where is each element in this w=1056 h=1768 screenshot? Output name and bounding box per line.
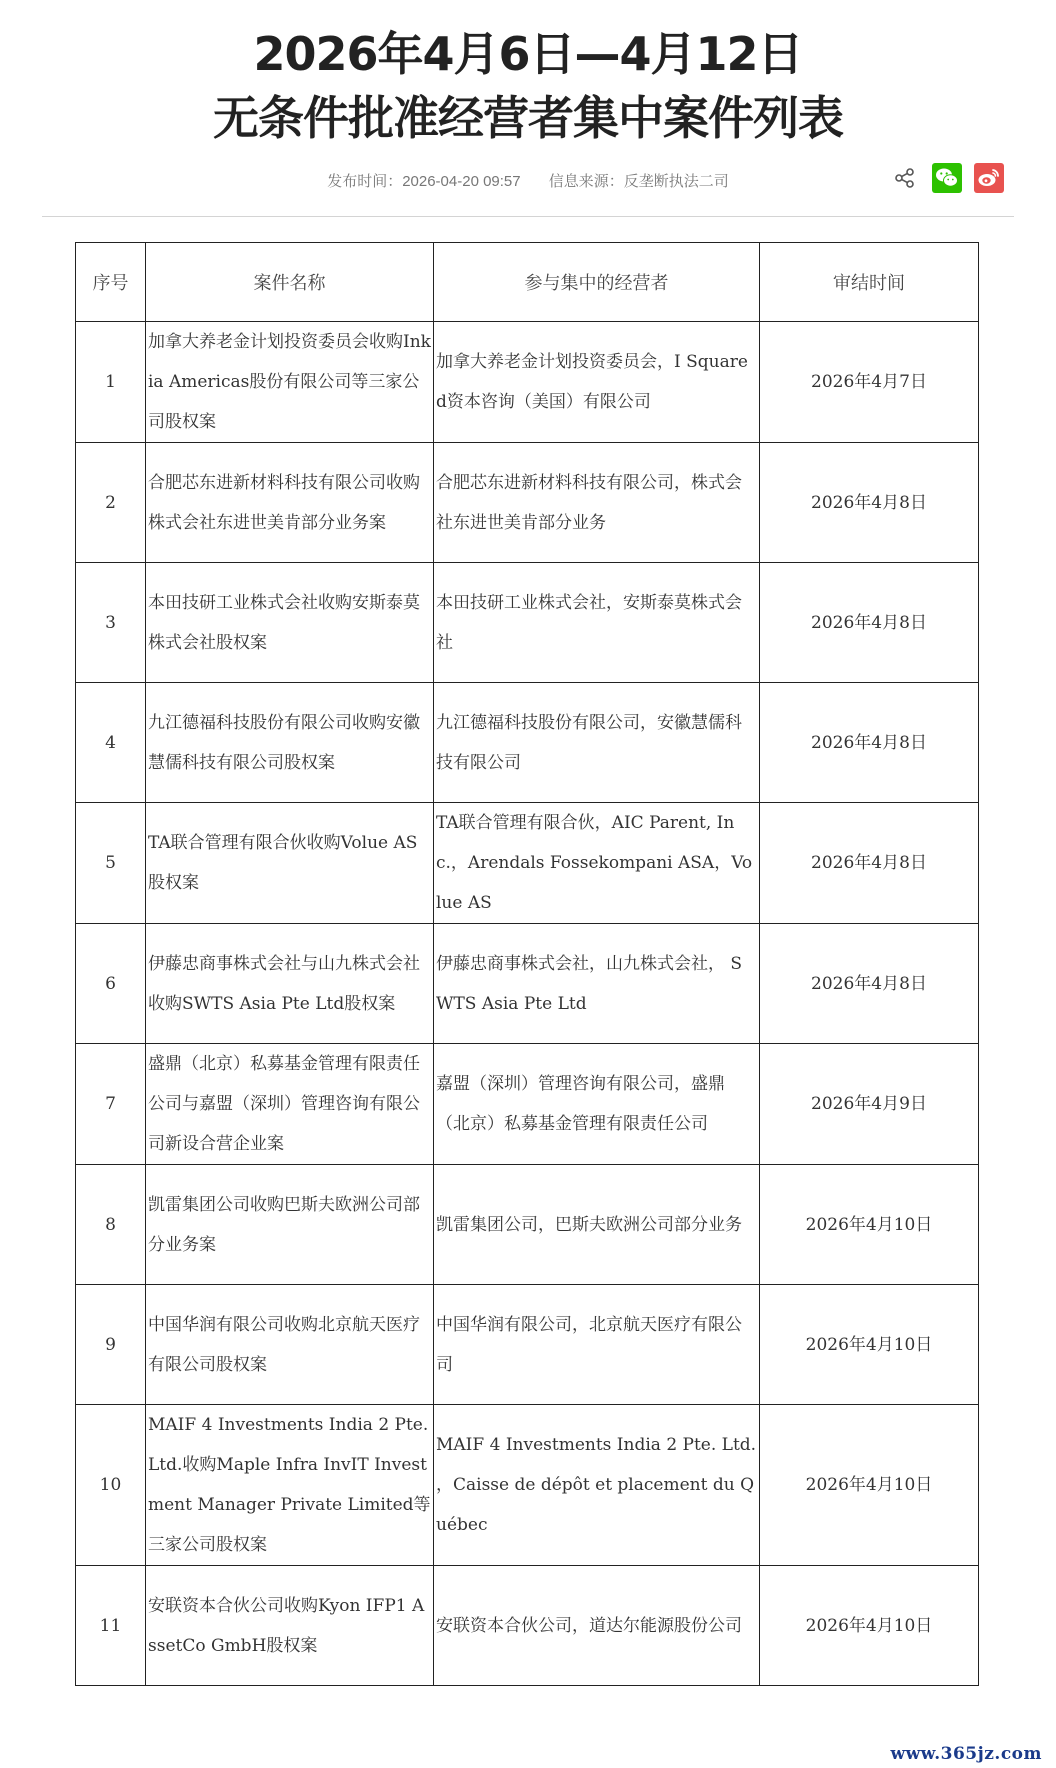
case-parties: 安联资本合伙公司，道达尔能源股份公司 — [434, 1566, 760, 1686]
header-no: 序号 — [76, 243, 146, 322]
review-date: 2026年4月8日 — [760, 924, 979, 1044]
table-row — [76, 563, 979, 683]
title-line-1: 2026年4月6日—4月12日 — [253, 27, 803, 81]
header-case-name: 案件名称 — [146, 243, 434, 322]
case-number: 6 — [76, 924, 146, 1044]
info-source: 信息来源：反垄断执法二司 — [548, 173, 729, 190]
table-row — [76, 803, 979, 924]
table-row — [76, 322, 979, 443]
case-number: 11 — [76, 1566, 146, 1686]
case-name: 加拿大养老金计划投资委员会收购Inkia Americas股份有限公司等三家公司股权案 — [146, 322, 434, 443]
table-row — [76, 1566, 979, 1686]
case-name: 盛鼎（北京）私募基金管理有限责任公司与嘉盟（深圳）管理咨询有限公司新设合营企业案 — [146, 1044, 434, 1165]
case-name: 九江德福科技股份有限公司收购安徽慧儒科技有限公司股权案 — [146, 683, 434, 803]
case-parties: 伊藤忠商事株式会社，山九株式会社， SWTS Asia Pte Ltd — [434, 924, 760, 1044]
case-parties: 中国华润有限公司，北京航天医疗有限公司 — [434, 1285, 760, 1405]
case-number: 7 — [76, 1044, 146, 1165]
case-number: 5 — [76, 803, 146, 924]
review-date: 2026年4月8日 — [760, 803, 979, 924]
review-date: 2026年4月10日 — [760, 1405, 979, 1566]
review-date: 2026年4月7日 — [760, 322, 979, 443]
case-name: 凯雷集团公司收购巴斯夫欧洲公司部分业务案 — [146, 1165, 434, 1285]
header-date: 审结时间 — [760, 243, 979, 322]
case-number: 9 — [76, 1285, 146, 1405]
case-parties: 合肥芯东进新材料科技有限公司，株式会社东进世美肯部分业务 — [434, 443, 760, 563]
table-row — [76, 1165, 979, 1285]
weibo-icon[interactable] — [974, 163, 1004, 193]
review-date: 2026年4月8日 — [760, 563, 979, 683]
case-number: 8 — [76, 1165, 146, 1285]
case-number: 4 — [76, 683, 146, 803]
review-date: 2026年4月8日 — [760, 683, 979, 803]
table-row — [76, 1044, 979, 1165]
table-row — [76, 924, 979, 1044]
case-number: 3 — [76, 563, 146, 683]
watermark: www.365jz.com — [890, 1744, 1042, 1764]
case-name: MAIF 4 Investments India 2 Pte. Ltd.收购Maple Infra InvIT Investment Manager Private Limited等三家公司股权案 — [146, 1405, 434, 1566]
case-parties: 九江德福科技股份有限公司，安徽慧儒科技有限公司 — [434, 683, 760, 803]
cases-table — [75, 242, 979, 1686]
case-name: 中国华润有限公司收购北京航天医疗有限公司股权案 — [146, 1285, 434, 1405]
case-parties: MAIF 4 Investments India 2 Pte. Ltd. ，Caisse de dépôt et placement du Québec — [434, 1405, 760, 1566]
table-row — [76, 1405, 979, 1566]
table-row — [76, 1285, 979, 1405]
table-row — [76, 683, 979, 803]
review-date: 2026年4月10日 — [760, 1165, 979, 1285]
review-date: 2026年4月10日 — [760, 1566, 979, 1686]
share-bar — [890, 163, 1004, 193]
title-line-2: 无条件批准经营者集中案件列表 — [213, 91, 843, 145]
case-parties: 嘉盟（深圳）管理咨询有限公司，盛鼎（北京）私募基金管理有限责任公司 — [434, 1044, 760, 1165]
case-number: 10 — [76, 1405, 146, 1566]
case-parties: 凯雷集团公司，巴斯夫欧洲公司部分业务 — [434, 1165, 760, 1285]
case-name: TA联合管理有限合伙收购Volue AS股权案 — [146, 803, 434, 924]
case-parties: TA联合管理有限合伙，AIC Parent, Inc.，Arendals Fossekompani ASA，Volue AS — [434, 803, 760, 924]
wechat-icon[interactable] — [932, 163, 962, 193]
review-date: 2026年4月9日 — [760, 1044, 979, 1165]
review-date: 2026年4月8日 — [760, 443, 979, 563]
header-parties: 参与集中的经营者 — [434, 243, 760, 322]
table-header-row — [76, 243, 979, 322]
case-name: 合肥芯东进新材料科技有限公司收购株式会社东进世美肯部分业务案 — [146, 443, 434, 563]
publish-time: 发布时间：2026-04-20 09:57 — [327, 173, 521, 190]
case-parties: 加拿大养老金计划投资委员会，I Squared资本咨询（美国）有限公司 — [434, 322, 760, 443]
case-parties: 本田技研工业株式会社，安斯泰莫株式会社 — [434, 563, 760, 683]
header-divider — [42, 216, 1014, 217]
case-number: 2 — [76, 443, 146, 563]
case-name: 本田技研工业株式会社收购安斯泰莫株式会社股权案 — [146, 563, 434, 683]
case-name: 伊藤忠商事株式会社与山九株式会社收购SWTS Asia Pte Ltd股权案 — [146, 924, 434, 1044]
review-date: 2026年4月10日 — [760, 1285, 979, 1405]
case-number: 1 — [76, 322, 146, 443]
page-title — [0, 22, 1056, 150]
share-icon[interactable] — [890, 163, 920, 193]
case-name: 安联资本合伙公司收购Kyon IFP1 AssetCo GmbH股权案 — [146, 1566, 434, 1686]
table-row — [76, 443, 979, 563]
